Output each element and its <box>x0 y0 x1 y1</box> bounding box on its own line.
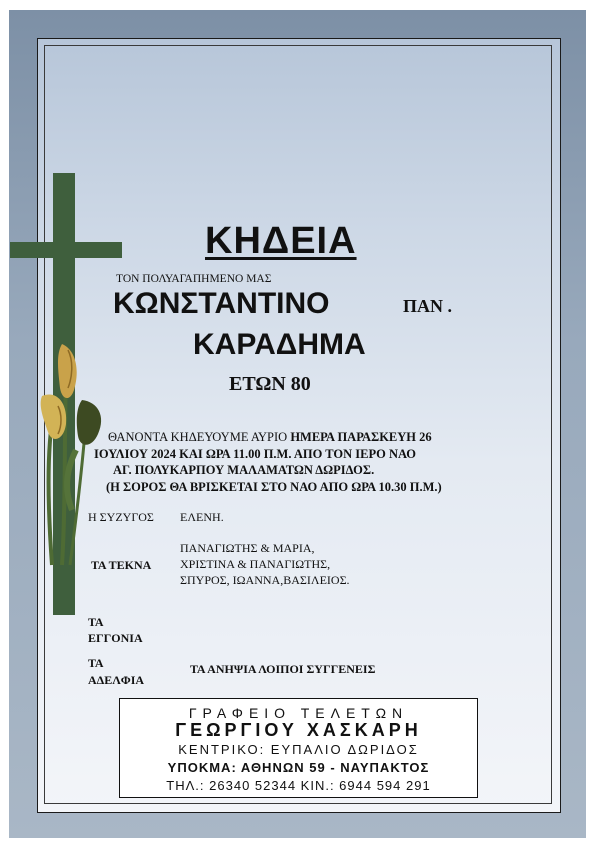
details-line-1-day: ΗΜΕΡΑ ΠΑΡΑΣΚΕΥΗ 26 <box>290 430 432 444</box>
funeral-details-line-1 <box>108 430 432 445</box>
funeral-home-name: ΓΕΩΡΓΙΟΥ ΧΑΣΚΑΡΗ <box>175 720 422 740</box>
father-name-abbr: ΠΑΝ . <box>403 296 452 316</box>
relatives-text: ΤΑ ΑΝΗΨΙΑ ΛΟΙΠΟΙ ΣΥΓΓΕΝΕΙΣ <box>190 662 376 676</box>
grandchildren-label-2: ΕΓΓΟΝΙΑ <box>88 631 143 645</box>
siblings-label-1: ΤΑ <box>88 656 104 670</box>
funeral-home-box <box>119 698 478 798</box>
children-line-1: ΠΑΝΑΓΙΩΤΗΣ & ΜΑΡΙΑ, <box>180 541 315 555</box>
funeral-home-hq: ΚΕΝΤΡΙΚΟ: ΕΥΠΑΛΙΟ ΔΩΡΙΔΟΣ <box>178 742 419 757</box>
funeral-home-type: ΓΡΑΦΕΙΟ ΤΕΛΕΤΩΝ <box>188 705 409 721</box>
deceased-first-name: ΚΩΝΣΤΑΝΤΙΝΟ <box>113 287 330 320</box>
children-line-2: ΧΡΙΣΤΙΝΑ & ΠΑΝΑΓΙΩΤΗΣ, <box>180 557 331 571</box>
cross-arm <box>10 242 122 258</box>
deceased-age: ΕΤΩΝ 80 <box>229 373 311 395</box>
funeral-home-branch: ΥΠΟΚΜΑ: ΑΘΗΝΩΝ 59 - ΝΑΥΠΑΚΤΟΣ <box>167 760 430 775</box>
funeral-details-line-3: ΑΓ. ΠΟΛΥΚΑΡΠΟΥ ΜΑΛΑΜΑΤΩΝ ΔΩΡΙΔΟΣ. <box>113 463 375 477</box>
deceased-surname: ΚΑΡΑΔΗΜΑ <box>193 328 366 361</box>
funeral-details-line-4: (Η ΣΟΡΟΣ ΘΑ ΒΡΙΣΚΕΤΑΙ ΣΤΟ ΝΑΟ ΑΠΟ ΩΡΑ 10.30 Π.Μ.) <box>106 480 442 494</box>
children-label: ΤΑ ΤΕΚΝΑ <box>91 558 152 572</box>
funeral-home-phone: ΤΗΛ.: 26340 52344 ΚΙΝ.: 6944 594 291 <box>166 778 431 793</box>
funeral-details-line-2: ΙΟΥΛΙΟΥ 2024 ΚΑΙ ΩΡΑ 11.00 Π.Μ. ΑΠΟ ΤΟΝ ΙΕΡΟ ΝΑΟ <box>94 447 416 461</box>
siblings-label-2: ΑΔΕΛΦΙΑ <box>88 673 145 687</box>
page-title: ΚΗΔΕΙΑ <box>205 220 357 262</box>
intro-text: ΤΟΝ ΠΟΛΥΑΓΑΠΗΜΕΝΟ ΜΑΣ <box>116 273 272 285</box>
spouse-label: Η ΣΥΖΥΓΟΣ <box>88 510 154 524</box>
spouse-value: ΕΛΕΝΗ. <box>180 510 224 524</box>
details-line-1-start: ΘΑΝΟΝΤΑ ΚΗΔΕΥΟΥΜΕ ΑΥΡΙΟ <box>108 430 291 444</box>
children-line-3: ΣΠΥΡΟΣ, ΙΩΑΝΝΑ,ΒΑΣΙΛΕΙΟΣ. <box>180 573 350 587</box>
grandchildren-label-1: ΤΑ <box>88 615 104 629</box>
